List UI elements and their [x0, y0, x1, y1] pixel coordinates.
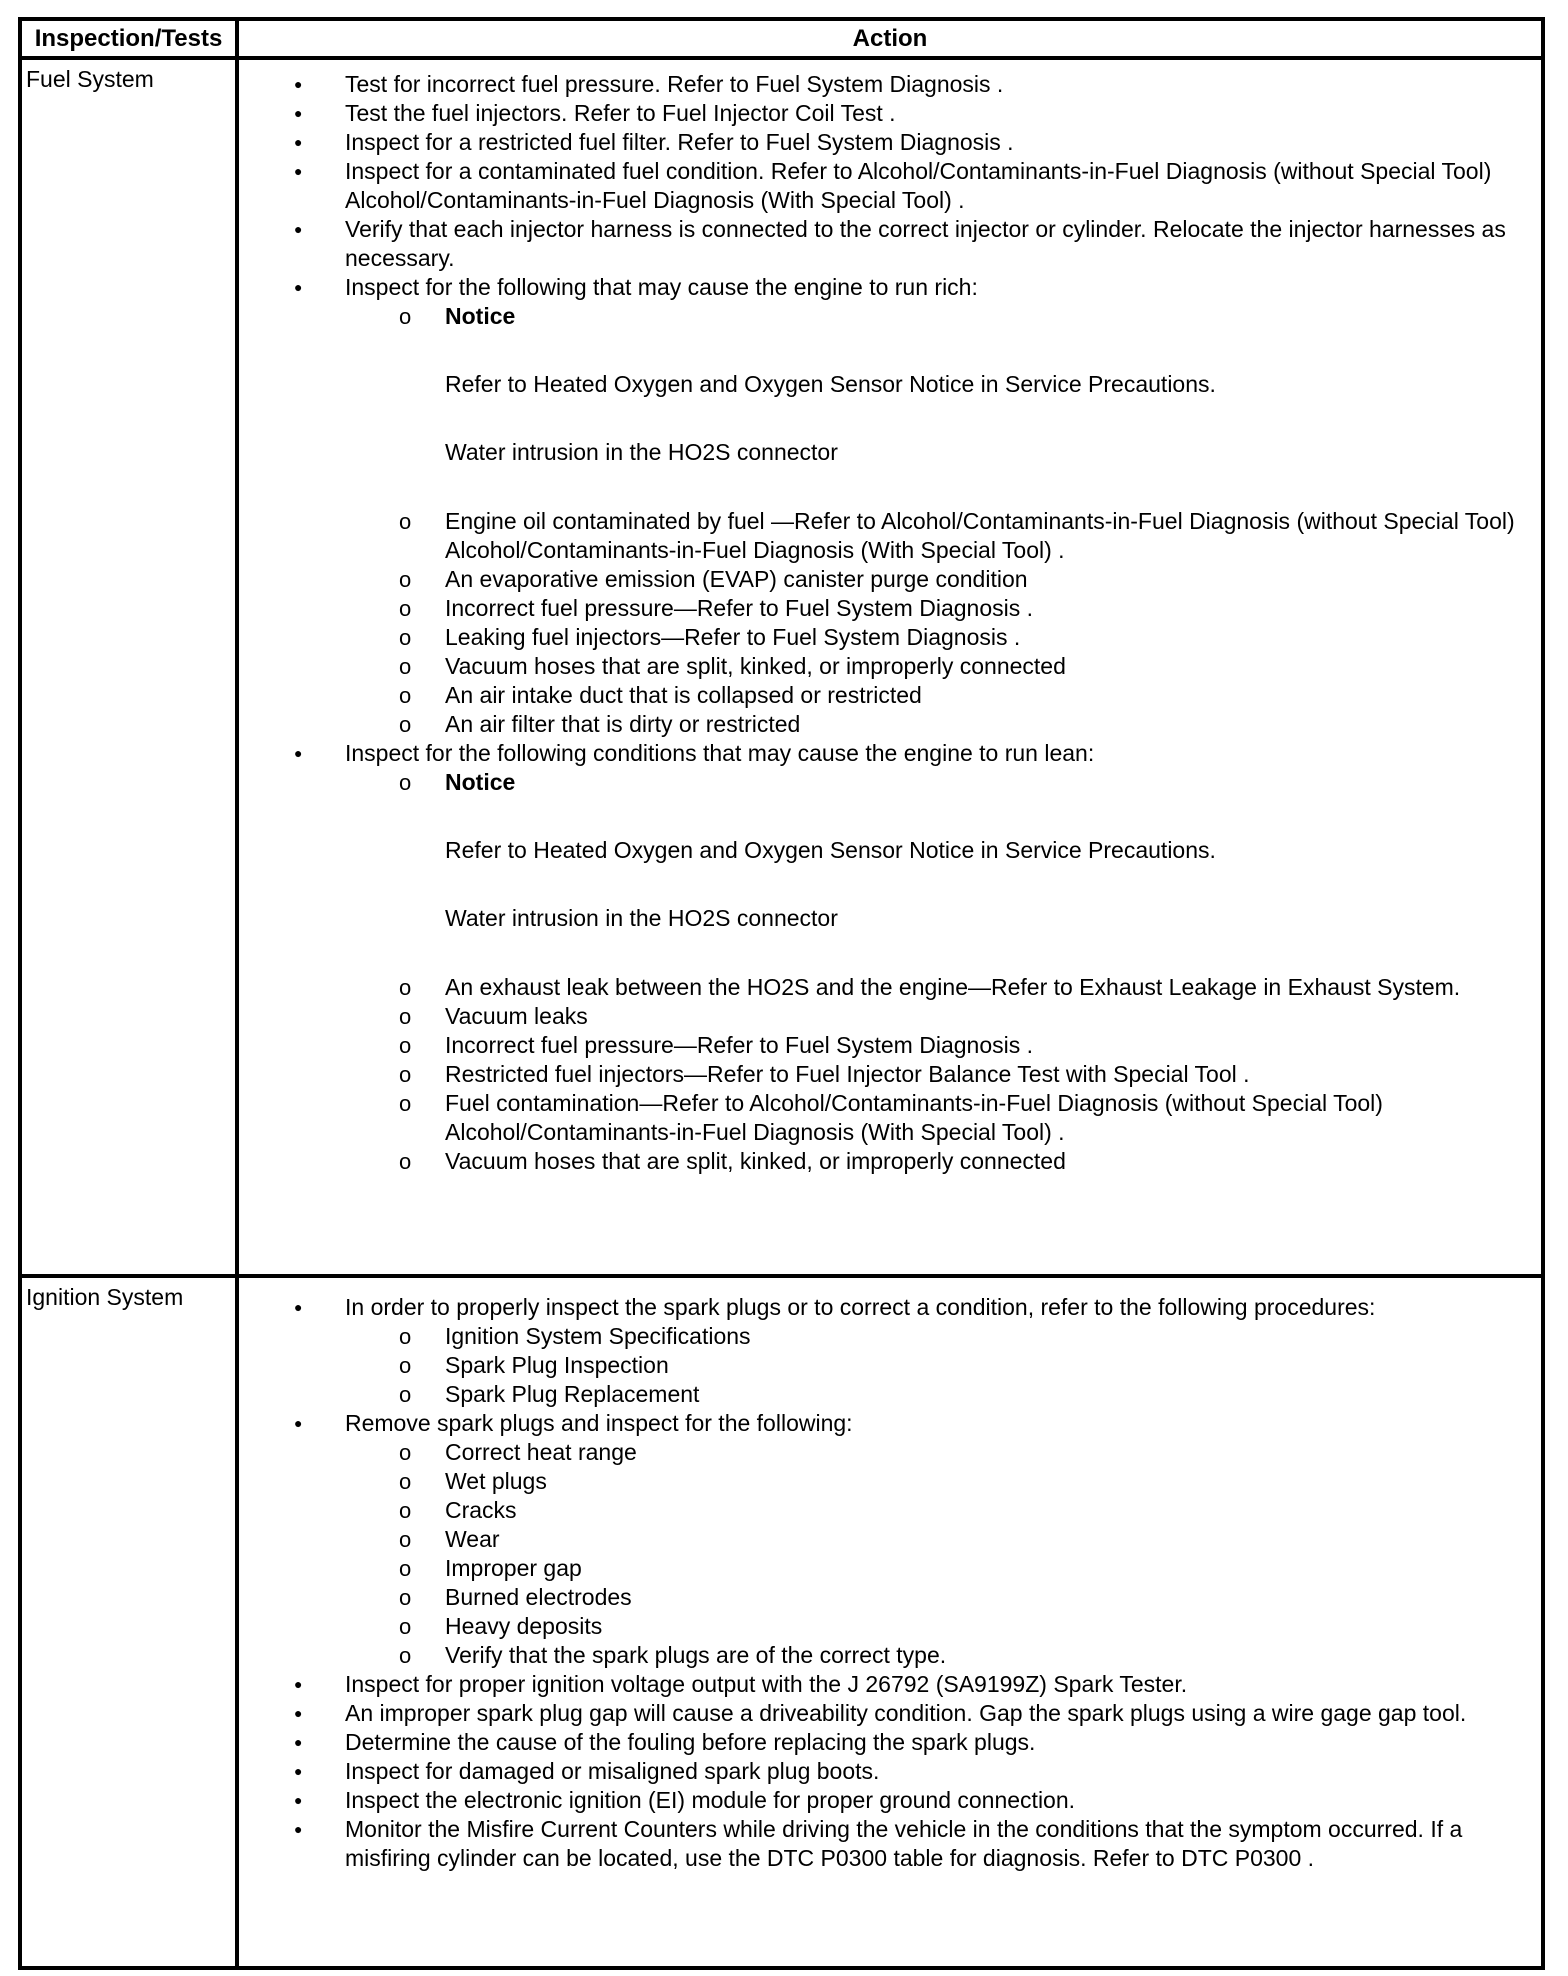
sub-list-item: o Verify that the spark plugs are of the correct type.: [345, 1641, 1531, 1670]
list-item: [239, 215, 1541, 273]
bullet-text: ● Inspect for the following conditions that may cause the engine to run lean:: [345, 739, 1531, 768]
list-item: [239, 99, 1541, 128]
sub-list: [345, 768, 1531, 1176]
sub-list-item: o Restricted fuel injectors—Refer to Fuel Injector Balance Test with Special Tool .: [345, 1060, 1531, 1089]
header-action: Action: [237, 19, 1543, 58]
sub-list-item: o Wet plugs: [345, 1467, 1531, 1496]
bullet-text: ● Test for incorrect fuel pressure. Refer to Fuel System Diagnosis .: [345, 70, 1531, 99]
list-item: [239, 1670, 1541, 1699]
sub-list-item: o Spark Plug Replacement: [345, 1380, 1531, 1409]
notice-title: o Notice: [445, 769, 516, 795]
sub-list-item: o Heavy deposits: [345, 1612, 1531, 1641]
sub-list: [345, 1438, 1531, 1670]
bullet-text: ● Determine the cause of the fouling before replacing the spark plugs.: [345, 1728, 1531, 1757]
list-item: [239, 70, 1541, 99]
list-item: [239, 1757, 1541, 1786]
table-row-ignition-system: [20, 1276, 1543, 1968]
sub-list-item: o Vacuum leaks: [345, 1002, 1531, 1031]
list-item: [239, 1699, 1541, 1728]
list-item: [239, 1293, 1541, 1409]
sub-list-item: o Spark Plug Inspection: [345, 1351, 1531, 1380]
sub-list-item: o An air filter that is dirty or restricted: [345, 710, 1531, 739]
bullet-text: ● Test the fuel injectors. Refer to Fuel Injector Coil Test .: [345, 99, 1531, 128]
sub-list-item: o Fuel contamination—Refer to Alcohol/Contaminants-in-Fuel Diagnosis (without Special Tool) Alcohol/Contaminants-in-Fuel Diagnosis (With Special Tool) .: [345, 1089, 1531, 1147]
sub-list-item: o Leaking fuel injectors—Refer to Fuel System Diagnosis .: [345, 623, 1531, 652]
sub-list-item: o Ignition System Specifications: [345, 1322, 1531, 1351]
sub-list-item: o Incorrect fuel pressure—Refer to Fuel System Diagnosis .: [345, 594, 1531, 623]
action-cell-ignition-system: [237, 1276, 1543, 1968]
row-label-ignition-system: Ignition System: [20, 1276, 237, 1968]
notice-extra: Water intrusion in the HO2S connector: [445, 905, 838, 931]
sub-list: [345, 1322, 1531, 1409]
list-item: [239, 1786, 1541, 1815]
table-row-fuel-system: [20, 58, 1543, 1276]
sub-list-item: o An air intake duct that is collapsed or restricted: [345, 681, 1531, 710]
sub-list-item: o Burned electrodes: [345, 1583, 1531, 1612]
list-item: [239, 1815, 1541, 1873]
bullet-text: ● Inspect for a contaminated fuel condition. Refer to Alcohol/Contaminants-in-Fuel Diagnosis (without Special Tool) Alcohol/Contaminants-in-Fuel Diagnosis (With Special Tool) .: [345, 157, 1531, 215]
bullet-text: ● Inspect for the following that may cause the engine to run rich:: [345, 273, 1531, 302]
list-item: [239, 157, 1541, 215]
sub-list-item: o Wear: [345, 1525, 1531, 1554]
header-row: [20, 19, 1543, 58]
sub-list-item: o An exhaust leak between the HO2S and the engine—Refer to Exhaust Leakage in Exhaust System.: [345, 973, 1531, 1002]
notice-item: [345, 302, 1531, 507]
sub-list-item: o Vacuum hoses that are split, kinked, or improperly connected: [345, 652, 1531, 681]
row-label-fuel-system: Fuel System: [20, 58, 237, 1276]
sub-list-item: o An evaporative emission (EVAP) canister purge condition: [345, 565, 1531, 594]
list-item: [239, 739, 1541, 1176]
sub-list-item: o Vacuum hoses that are split, kinked, or improperly connected: [345, 1147, 1531, 1176]
sub-list-item: o Engine oil contaminated by fuel —Refer to Alcohol/Contaminants-in-Fuel Diagnosis (without Special Tool) Alcohol/Contaminants-in-Fuel Diagnosis (With Special Tool) .: [345, 507, 1531, 565]
notice-body: Refer to Heated Oxygen and Oxygen Sensor Notice in Service Precautions.: [445, 371, 1216, 397]
fuel-system-bullet-list: [239, 70, 1541, 1176]
bullet-text: ● Inspect for damaged or misaligned spark plug boots.: [345, 1757, 1531, 1786]
bullet-text: ● Inspect the electronic ignition (EI) module for proper ground connection.: [345, 1786, 1531, 1815]
sub-list-item: o Incorrect fuel pressure—Refer to Fuel System Diagnosis .: [345, 1031, 1531, 1060]
list-item: [239, 128, 1541, 157]
sub-list-item: o Improper gap: [345, 1554, 1531, 1583]
bullet-text: ● Monitor the Misfire Current Counters while driving the vehicle in the conditions that the symptom occurred. If a misfiring cylinder can be located, use the DTC P0300 table for diagnosis. Refer to DTC P0300 .: [345, 1815, 1531, 1873]
list-item: [239, 1728, 1541, 1757]
bullet-text: ● An improper spark plug gap will cause a driveability condition. Gap the spark plugs using a wire gage gap tool.: [345, 1699, 1531, 1728]
bullet-text: ● Inspect for a restricted fuel filter. Refer to Fuel System Diagnosis .: [345, 128, 1531, 157]
bullet-text: ● Verify that each injector harness is connected to the correct injector or cylinder. Relocate the injector harnesses as necessary.: [345, 215, 1531, 273]
sub-list: [345, 302, 1531, 739]
notice-body: Refer to Heated Oxygen and Oxygen Sensor Notice in Service Precautions.: [445, 837, 1216, 863]
notice-title: o Notice: [445, 303, 516, 329]
sub-list-item: o Cracks: [345, 1496, 1531, 1525]
bullet-text: ● Remove spark plugs and inspect for the following:: [345, 1409, 1531, 1438]
bullet-text: ● In order to properly inspect the spark plugs or to correct a condition, refer to the following procedures:: [345, 1293, 1531, 1322]
ignition-system-bullet-list: [239, 1293, 1541, 1873]
sub-list-item: o Correct heat range: [345, 1438, 1531, 1467]
action-cell-fuel-system: [237, 58, 1543, 1276]
header-inspection-tests: Inspection/Tests: [20, 19, 237, 58]
inspection-table: [18, 17, 1545, 1970]
notice-item: [345, 768, 1531, 973]
notice-extra: Water intrusion in the HO2S connector: [445, 439, 838, 465]
list-item: [239, 1409, 1541, 1670]
list-item: [239, 273, 1541, 739]
bullet-text: ● Inspect for proper ignition voltage output with the J 26792 (SA9199Z) Spark Tester.: [345, 1670, 1531, 1699]
